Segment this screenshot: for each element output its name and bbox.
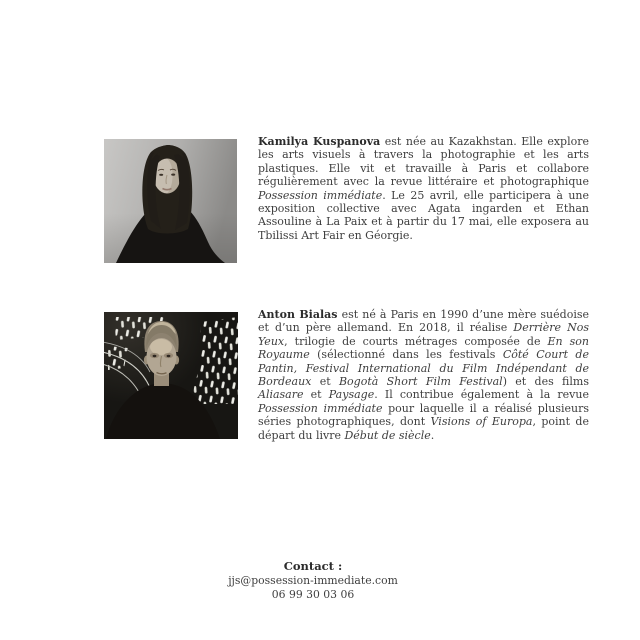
text-segment: Possession immédiate (258, 188, 383, 202)
text-segment: Côté Court de Pantin, Festival International du Film Indépendant de Bordeaux (258, 348, 589, 389)
bio-text-anton-bialas (258, 308, 589, 442)
text-segment: . Il contribue également à la revue (374, 388, 589, 402)
text-segment: , trilogie de courts métrages composée de (284, 334, 548, 348)
text-segment: Derrière Nos Yeux (258, 321, 589, 348)
contact-heading: Contact : (283, 559, 343, 573)
text-segment: est né à Paris en 1990 d’une mère suédoise et d’un père allemand. En 2018, il réalise (258, 308, 589, 335)
text-segment: Possession immédiate (258, 401, 383, 415)
text-segment: Visions of Europa (430, 415, 533, 429)
contact-block (0, 559, 626, 602)
text-segment: ) et des films (502, 375, 589, 389)
text-segment: Anton Bialas (258, 308, 338, 321)
text-segment: Bogotà Short Film Festival (338, 375, 503, 389)
portrait-anton-illustration (104, 312, 238, 439)
portrait-kamilya-illustration (104, 139, 237, 263)
text-segment: (sélectionné dans les festivals (309, 348, 503, 362)
bio-text-kamilya-kuspanova (258, 135, 589, 242)
text-segment: Kamilya Kuspanova (258, 135, 381, 148)
contact-email: jjs@possession-immediate.com (228, 574, 398, 587)
text-segment: . Le 25 avril, elle participera à une exposition collective avec Agata ingarden et Ethan Assouline à La Paix et à partir du 17 mai, elle exposera au Tbilissi Art Fair en Géorgie. (258, 188, 590, 242)
text-segment: . (430, 428, 435, 442)
text-segment: est née au Kazakhstan. Elle explore les arts visuels à travers la photographie et les arts plastiques. Elle vit et travaille à Paris et collabore régulièrement avec la revue littéraire et photographique (258, 135, 590, 189)
text-segment: et (311, 375, 339, 389)
text-segment: Début de siècle (344, 428, 431, 442)
photo-anton-bialas (104, 312, 238, 439)
text-segment: et (303, 388, 329, 402)
text-segment: Aliasare (258, 388, 304, 402)
photo-kamilya-kuspanova (104, 139, 237, 263)
text-segment: En son Royaume (258, 334, 590, 362)
text-segment: Paysage (328, 388, 375, 402)
contact-phone: 06 99 30 03 06 (271, 588, 355, 602)
text-segment: , point de départ du livre (258, 415, 589, 442)
text-segment: pour laquelle il a réalisé plusieurs séries photographiques, dont (258, 401, 590, 429)
